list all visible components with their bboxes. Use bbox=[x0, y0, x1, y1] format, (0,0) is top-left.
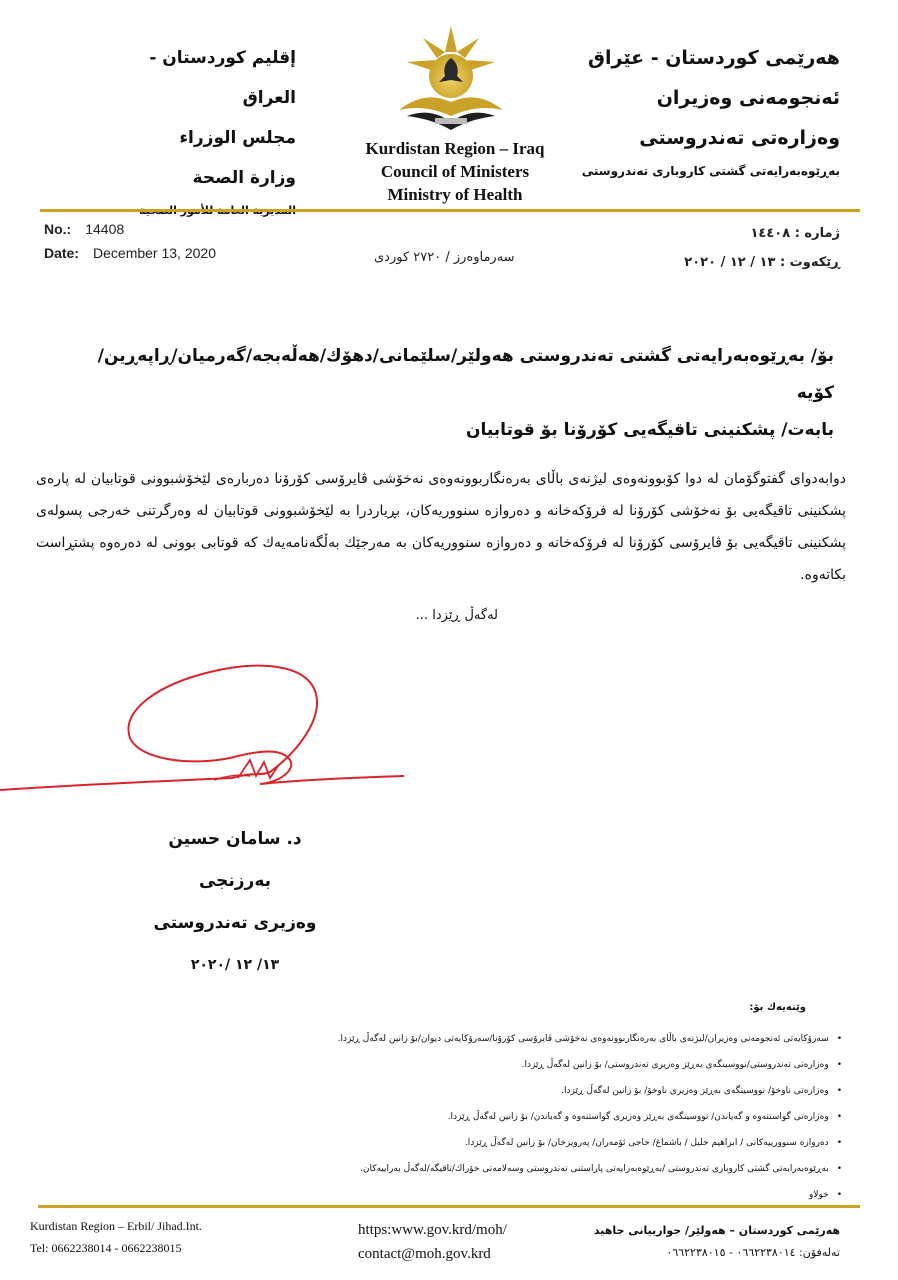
doc-date-value: December 13, 2020 bbox=[93, 245, 216, 261]
bullet-icon: • bbox=[836, 1060, 842, 1070]
cc-item: •خولاو bbox=[182, 1182, 842, 1208]
header-kurdish bbox=[580, 38, 840, 184]
doc-number-label: No.: bbox=[44, 221, 72, 237]
footer-kurdish-address-line: هەرێمی كوردستان – هەولێر/ جوارییانی جاهید bbox=[593, 1224, 840, 1237]
header-arabic bbox=[96, 38, 296, 224]
header-arabic-council: مجلس الوزراء bbox=[179, 128, 296, 148]
bullet-icon: • bbox=[836, 1086, 842, 1096]
footer-website-link[interactable]: https:www.gov.krd/moh/ bbox=[358, 1222, 507, 1238]
letter-closing: لەگەڵ ڕێزدا ... bbox=[415, 608, 498, 623]
header-kurdish-region: هەرێمی كوردستان - عێراق bbox=[588, 47, 840, 69]
footer-address-line: Kurdistan Region – Erbil/ Jihad.Int. bbox=[30, 1219, 202, 1233]
cc-title: وێنەیەك بۆ: bbox=[749, 1002, 806, 1013]
letter-paragraph: دوابەدوای گفتوگۆمان لە دوا كۆبوونەوەی لیژنەی باڵای بەرەنگاربوونەوەی نەخۆشی ڤایرۆسی كۆرۆنا دەربارەی لێخۆشبوونی قوتابیان لە پارەی پشكنینی تاقیگەیی بۆ نەخۆشی كۆرۆنا لە فرۆكەخانە و دەروازە سنووریەكان، بڕیاردرا بە لێخۆشبوونی قوتابیان لە وەرگرتنی خەرجی پسولەی پشكنینی تاقیگەیی بۆ ڤایرۆسی كۆرۆنا لە فرۆكەخانە و دەروازە سنووریەكان بە مەرجێك بەڵگەنامەیەك كە قوتابی بوونی لە دەرەوە پشتڕاست بكاتەوە. bbox=[36, 471, 846, 583]
footer-kurdish-phone-line: تەلەفۆن: ٠٦٦٢٢٣٨٠١٤ - ٠٦٦٢٢٣٨٠١٥ bbox=[666, 1246, 840, 1259]
signer-date: ١٣/ ١٢ /٢٠٢٠ bbox=[190, 957, 280, 973]
header-english bbox=[330, 137, 580, 206]
cc-item: •وەزارەتی گواستنەوە و گەیاندن/ نووسینگەی بەڕێز وەزیری گواستنەوە و گەیاندن/ بۆ زانین لەگەڵ ڕێزدا. bbox=[182, 1104, 842, 1130]
header-english-ministry: Ministry of Health bbox=[387, 185, 523, 204]
handwritten-signature bbox=[0, 660, 420, 810]
doc-number bbox=[44, 221, 124, 237]
bullet-icon: • bbox=[836, 1138, 842, 1148]
subject-block bbox=[74, 338, 834, 449]
kurdistan-emblem-logo bbox=[393, 18, 509, 133]
footer-address-kurdish bbox=[560, 1220, 840, 1264]
header-english-council: Council of Ministers bbox=[380, 162, 530, 181]
letter-body bbox=[36, 463, 846, 591]
cc-list bbox=[182, 1026, 842, 1208]
cc-item: •وەزارەتی ناوخۆ/ نووسینگەی بەڕێز وەزیری ناوخۆ/ بۆ زانین لەگەڵ ڕێزدا. bbox=[182, 1078, 842, 1104]
header-english-region: Kurdistan Region – Iraq bbox=[365, 139, 545, 158]
ku-calendar-date: سەرماوەرز / ٢٧٢٠ كوردی bbox=[374, 250, 515, 265]
doc-number-value: 14408 bbox=[85, 221, 125, 237]
bullet-icon: • bbox=[836, 1164, 842, 1174]
cc-item: •بەڕێوەبەرایەتی گشتی كاروباری تەندروستی /بەڕێوەبەرایەتی پاراستنی تەندروستی وسەلامەتی خۆراك/تاقیگە/لەگەڵ بەراییەكان. bbox=[182, 1156, 842, 1182]
cc-item: •سەرۆكایەتی ئەنجومەنی وەزیران/لیژنەی باڵای بەرەنگاربوونەوەی نەخۆشی ڤایرۆسی كۆرۆنا/سەرۆكایەتی دیوان/بۆ زانین لەگەڵ ڕێزدا. bbox=[182, 1026, 842, 1052]
header-arabic-region: إقليم كوردستان - العراق bbox=[149, 48, 296, 108]
cc-item: •دەروازە سنوورییەكانی / ابراهیم خلیل / باشماغ/ حاجی ئۆمەران/ پەرویزخان/ بۆ زانین لەگەڵ ڕێزدا. bbox=[182, 1130, 842, 1156]
recipient-line: بۆ/ بەڕێوەبەرایەتی گشتی تەندروستی هەولێر/سلێمانی/دهۆك/هەڵەبجە/گەرمیان/ڕاپەڕین/كۆیە bbox=[97, 346, 834, 403]
signer-block bbox=[130, 818, 340, 986]
header-divider bbox=[40, 209, 860, 212]
bullet-icon: • bbox=[836, 1112, 842, 1122]
ku-doc-date: ڕێكەوت : ١٣ / ١٢ / ٢٠٢٠ bbox=[684, 255, 840, 270]
cc-item: •وەزارەتی تەندروستی/نووسینگەی بەڕێز وەزیری تەندروستی/ بۆ زانین لەگەڵ ڕێزدا. bbox=[182, 1052, 842, 1078]
header-kurdish-directorate: بەڕێوەبەرایەتی گشتی كاروباری تەندروستی bbox=[581, 164, 840, 178]
header-kurdish-council: ئەنجومەنی وەزیران bbox=[656, 87, 840, 109]
signer-name: د. سامان حسین بەرزنجی bbox=[168, 829, 302, 891]
doc-date-label: Date: bbox=[44, 245, 80, 261]
header-arabic-ministry: وزارة الصحة bbox=[192, 168, 296, 188]
bullet-icon: • bbox=[836, 1034, 842, 1044]
footer-web bbox=[358, 1218, 507, 1266]
footer-divider bbox=[38, 1205, 860, 1208]
ku-doc-number: ژمارە : ١٤٤٠٨ bbox=[750, 226, 840, 241]
subject-line: بابەت/ پشكنینی تاقیگەیی كۆرۆنا بۆ قوتابیان bbox=[465, 420, 834, 440]
signer-title: وەزیری تەندروستی bbox=[153, 913, 317, 933]
footer-phone-line: Tel: 0662238014 - 0662238015 bbox=[30, 1241, 182, 1255]
footer-email-link[interactable]: contact@moh.gov.krd bbox=[358, 1246, 491, 1262]
footer-address-english bbox=[30, 1215, 202, 1259]
doc-date bbox=[44, 245, 216, 261]
bullet-icon: • bbox=[836, 1190, 842, 1200]
header-kurdish-ministry: وەزارەتی تەندروستی bbox=[639, 127, 840, 149]
